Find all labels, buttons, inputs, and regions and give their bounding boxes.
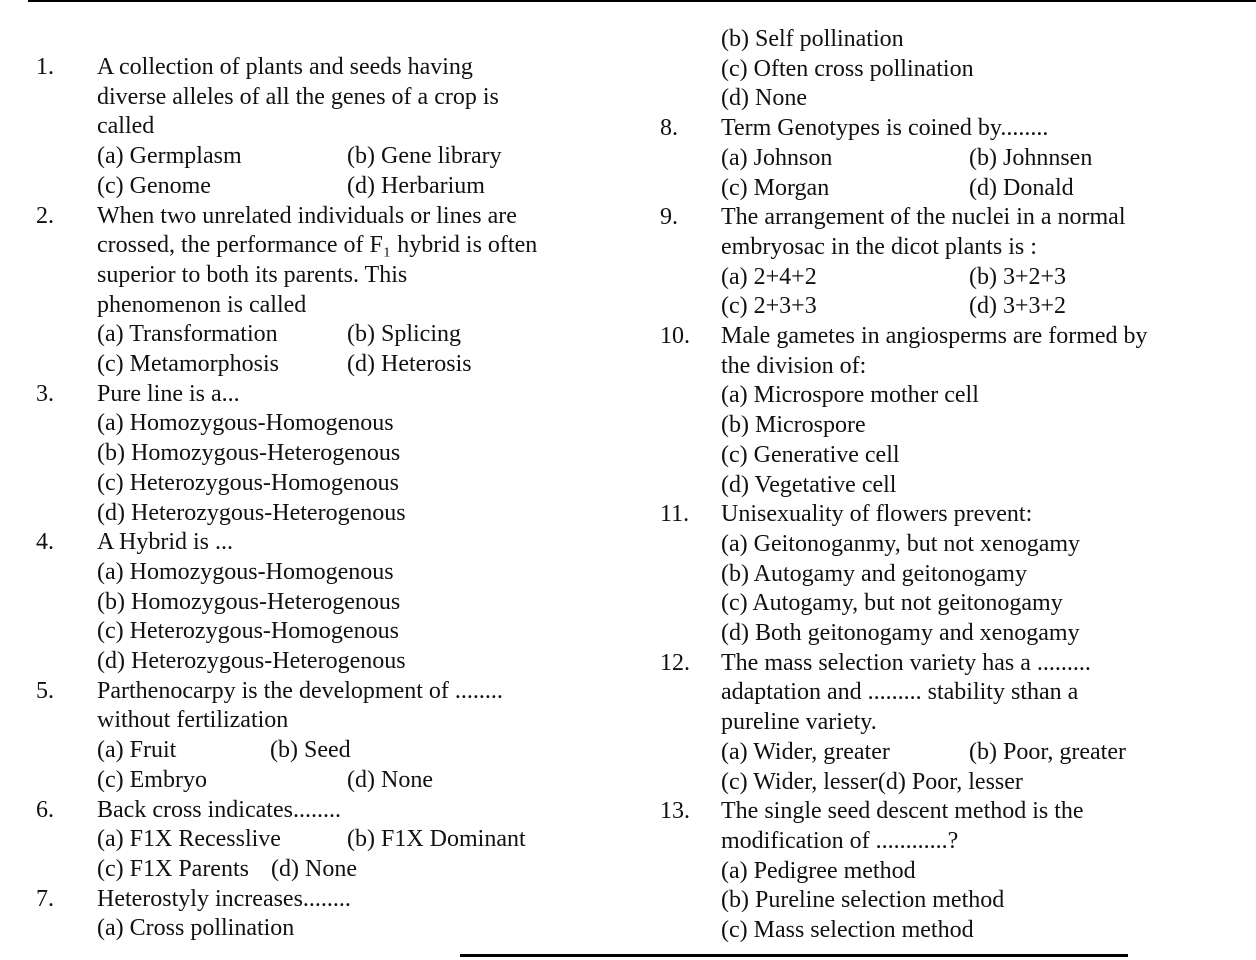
- answer-option: (a) Pedigree method: [721, 857, 916, 884]
- answer-option: (b) Pureline selection method: [721, 887, 1005, 914]
- answer-option: (b) Poor, greater: [969, 738, 1126, 765]
- question-number: 9.: [660, 204, 678, 231]
- question-text: the division of:: [721, 352, 867, 379]
- question-number: 10.: [660, 323, 690, 349]
- answer-option: (a) Johnson: [721, 144, 833, 171]
- question-number: 12.: [660, 649, 690, 676]
- answer-option: (d) Both geitonogamy and xenogamy: [721, 620, 1080, 646]
- question-number: 8.: [660, 115, 678, 142]
- question-text: adaptation and ......... stability sthan a: [721, 679, 1079, 706]
- answer-option: (b) F1X Dominant: [347, 826, 526, 853]
- answer-option: (a) Germplasm: [97, 143, 242, 170]
- question-text: crossed, the performance of F₁ hybrid is often: [97, 232, 538, 259]
- question-text: pureline variety.: [721, 709, 877, 736]
- top-rule: [28, 0, 1256, 2]
- question-text: A Hybrid is ...: [97, 529, 234, 556]
- question-text: phenomenon is called: [97, 291, 307, 318]
- answer-option: (b) 3+2+3: [969, 263, 1067, 290]
- question-text: Term Genotypes is coined by........: [721, 115, 1049, 142]
- answer-option: (c) Metamorphosis: [97, 351, 279, 377]
- answer-option: (a) Cross pollination: [97, 915, 295, 942]
- answer-option: (c) Mass selection method: [721, 917, 974, 943]
- question-text: A collection of plants and seeds having: [97, 54, 473, 80]
- question-text: diverse alleles of all the genes of a crop is: [97, 83, 499, 110]
- answer-option: (b) Microspore: [721, 412, 866, 439]
- question-number: 1.: [36, 54, 54, 80]
- question-text: Male gametes in angiosperms are formed by: [721, 323, 1148, 349]
- answer-option: (b) Johnnsen: [969, 144, 1093, 171]
- answer-option: (b) Splicing: [347, 321, 461, 348]
- answer-option: (a) F1X Recesslive: [97, 826, 281, 853]
- answer-option: (d) Herbarium: [347, 172, 485, 199]
- answer-option: (d) Heterozygous-Heterogenous: [97, 499, 406, 526]
- answer-option: (b) Homozygous-Heterogenous: [97, 440, 401, 467]
- question-number: 6.: [36, 796, 54, 823]
- answer-option: (c) Morgan: [721, 174, 830, 201]
- answer-option: (b) Homozygous-Heterogenous: [97, 588, 401, 615]
- question-number: 5.: [36, 677, 54, 704]
- answer-option: (c) F1X Parents: [97, 855, 249, 882]
- answer-option: (c) Often cross pollination: [721, 55, 974, 82]
- question-text: Pure line is a...: [97, 380, 240, 407]
- answer-option: (d) None: [347, 766, 433, 793]
- question-text: The single seed descent method is the: [721, 798, 1084, 825]
- question-number: 4.: [36, 529, 54, 556]
- answer-option: (d) 3+3+2: [969, 293, 1067, 320]
- question-text: The arrangement of the nuclei in a normal: [721, 204, 1126, 231]
- answer-option: (a) Homozygous-Homogenous: [97, 558, 394, 585]
- question-text: Back cross indicates........: [97, 796, 341, 823]
- question-text: Parthenocarpy is the development of ........: [97, 677, 503, 704]
- question-text: modification of ............?: [721, 827, 959, 854]
- answer-option: (b) Autogamy and geitonogamy: [721, 560, 1027, 587]
- question-text: The mass selection variety has a .........: [721, 649, 1091, 676]
- answer-option: (a) Fruit: [97, 737, 177, 764]
- bottom-rule: [460, 954, 1128, 957]
- answer-option: (a) Homozygous-Homogenous: [97, 410, 394, 437]
- question-number: 2.: [36, 202, 54, 229]
- question-text: called: [97, 113, 155, 140]
- answer-option: (a) 2+4+2: [721, 263, 817, 290]
- answer-option: (c) Embryo: [97, 766, 207, 793]
- answer-option: (c) Heterozygous-Homogenous: [97, 618, 399, 645]
- answer-option: (d) None: [271, 855, 357, 882]
- answer-option: (c) Genome: [97, 172, 211, 199]
- question-number: 3.: [36, 380, 54, 407]
- answer-option: (b) Gene library: [347, 143, 502, 170]
- answer-option: (a) Microspore mother cell: [721, 382, 979, 409]
- answer-option: (d) Heterozygous-Heterogenous: [97, 648, 406, 674]
- answer-option: (c) Generative cell: [721, 441, 900, 468]
- question-number: 11.: [660, 501, 690, 528]
- answer-option: (c) Heterozygous-Homogenous: [97, 469, 399, 496]
- question-text: When two unrelated individuals or lines are: [97, 202, 517, 229]
- question-text: Heterostyly increases........: [97, 885, 351, 912]
- answer-option: (d) Heterosis: [347, 351, 472, 377]
- answer-option: (d) Vegetative cell: [721, 471, 897, 498]
- question-text: without fertilization: [97, 707, 289, 734]
- answer-option: (b) Self pollination: [721, 26, 904, 52]
- question-text: Unisexuality of flowers prevent:: [721, 501, 1033, 528]
- question-number: 7.: [36, 885, 54, 912]
- answer-option: (a) Transformation: [97, 321, 278, 348]
- answer-option: (d) None: [721, 85, 807, 112]
- answer-option: (c) Wider, lesser(d) Poor, lesser: [721, 768, 1023, 795]
- question-text: embryosac in the dicot plants is :: [721, 233, 1037, 260]
- answer-option: (d) Donald: [969, 174, 1074, 201]
- answer-option: (c) 2+3+3: [721, 293, 817, 320]
- answer-option: (a) Geitonoganmy, but not xenogamy: [721, 530, 1081, 557]
- question-text: superior to both its parents. This: [97, 261, 408, 288]
- answer-option: (c) Autogamy, but not geitonogamy: [721, 590, 1063, 617]
- question-number: 13.: [660, 798, 690, 825]
- answer-option: (a) Wider, greater: [721, 738, 890, 765]
- answer-option: (b) Seed: [270, 737, 351, 764]
